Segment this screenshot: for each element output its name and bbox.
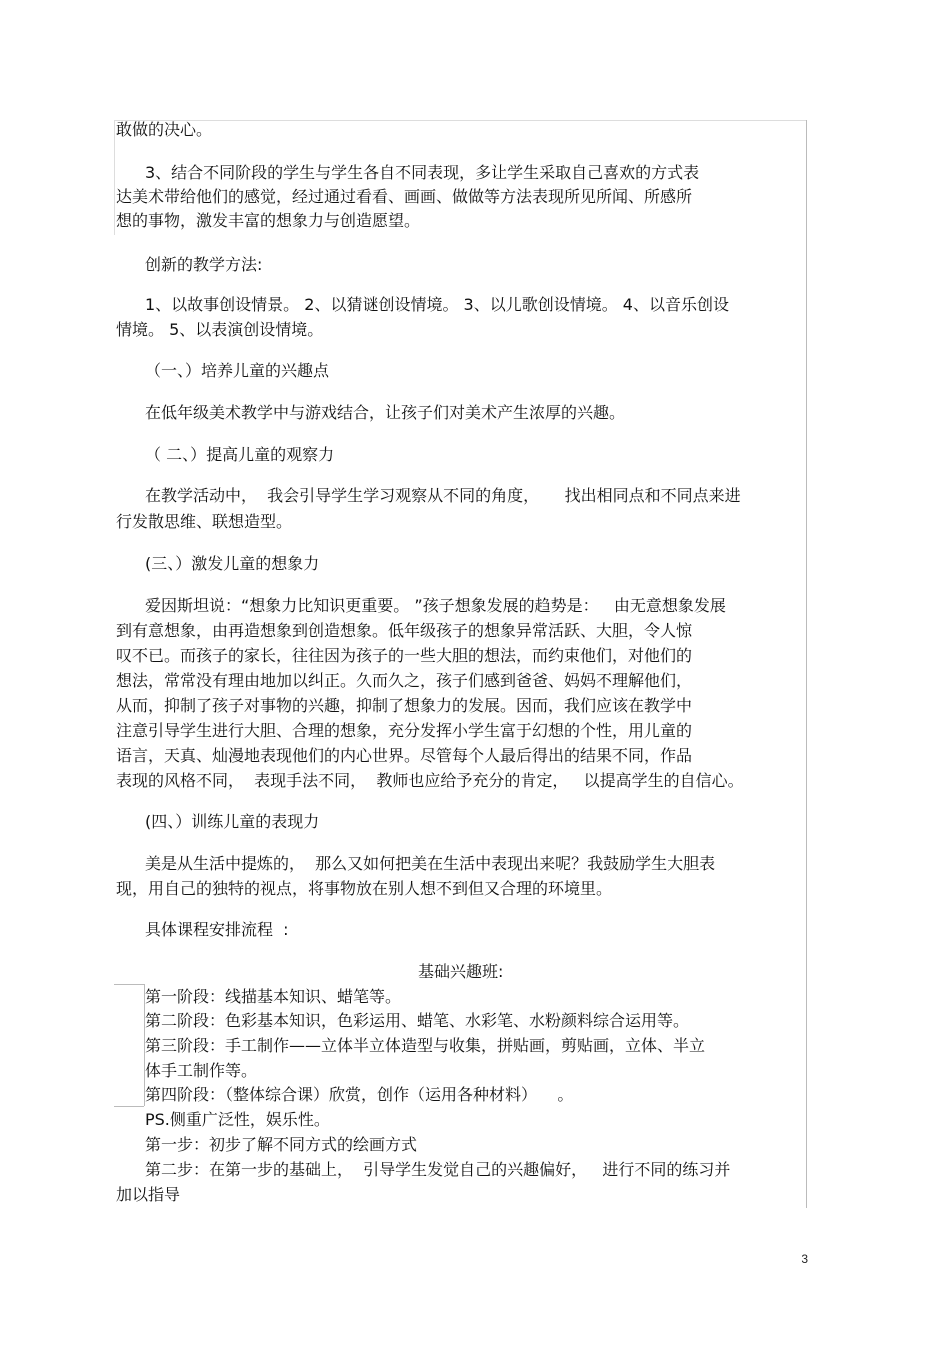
text-line: 语言，天真、灿漫地表现他们的内心世界。尽管每个人最后得出的结果不同，作品 <box>116 746 693 765</box>
section-heading: 具体课程安排流程 : <box>145 920 289 939</box>
table-border-right <box>806 120 807 1208</box>
text-line: 达美术带给他们的感觉，经过通过看看、画画、做做等方法表现所见所闻、所感所 <box>116 187 693 206</box>
text-line: 现，用自己的独特的视点，将事物放在别人想不到但又合理的环境里。 <box>116 879 613 898</box>
table-rule <box>114 1106 144 1107</box>
text-line: 叹不已。而孩子的家长，往往因为孩子的一些大胆的想法，而约束他们，对他们的 <box>116 646 693 665</box>
text-line: 在低年级美术教学中与游戏结合，让孩子们对美术产生浓厚的兴趣。 <box>145 403 626 422</box>
text-line: 注意引导学生进行大胆、合理的想象，充分发挥小学生富于幻想的个性，用儿童的 <box>116 721 693 740</box>
text-line: 在教学活动中， 我会引导学生学习观察从不同的角度， 找出相同点和不同点来进 <box>145 486 741 505</box>
step-line: 第二步：在第一步的基础上， 引导学生发觉自己的兴趣偏好， 进行不同的练习并 <box>145 1160 731 1179</box>
text-line: 行发散思维、联想造型。 <box>116 512 293 531</box>
text-line: 从而，抑制了孩子对事物的兴趣，抑制了想象力的发展。因而，我们应该在教学中 <box>116 696 693 715</box>
table-rule <box>114 984 144 985</box>
text-line: 到有意想象，由再造想象到创造想象。低年级孩子的想象异常活跃、大胆，令人惊 <box>116 621 693 640</box>
section-heading: (四、）训练儿童的表现力 <box>145 812 320 831</box>
text-line: 想法，常常没有理由地加以纠正。久而久之，孩子们感到爸爸、妈妈不理解他们， <box>116 671 693 690</box>
section-heading: （一、）培养儿童的兴趣点 <box>145 361 330 380</box>
text-line: 情境。 5、以表演创设情境。 <box>116 320 324 339</box>
stage-line: 第四阶段：（整体综合课）欣赏，创作（运用各种材料） 。 <box>145 1085 574 1104</box>
note-line: PS.侧重广泛性，娱乐性。 <box>145 1110 330 1129</box>
table-border-top <box>114 120 806 121</box>
stage-line: 第一阶段：线描基本知识、蜡笔等。 <box>145 987 402 1006</box>
section-heading: 创新的教学方法: <box>145 255 263 274</box>
text-line: 3、结合不同阶段的学生与学生各自不同表现，多让学生采取自己喜欢的方式表 <box>145 163 700 182</box>
page-number: 3 <box>801 1252 808 1266</box>
stage-line: 第三阶段：手工制作——立体半立体造型与收集，拼贴画，剪贴画，立体、半立 <box>145 1036 706 1055</box>
step-line: 第一步：初步了解不同方式的绘画方式 <box>145 1135 418 1154</box>
text-line: 爱因斯坦说：“想象力比知识更重要。 ”孩子想象发展的趋势是： 由无意想象发展 <box>145 596 726 615</box>
section-heading: （ 二、）提高儿童的观察力 <box>145 445 335 464</box>
text-line: 想的事物，激发丰富的想象力与创造愿望。 <box>116 211 421 230</box>
table-border-left <box>114 120 115 235</box>
text-line: 敢做的决心。 <box>116 120 213 139</box>
stage-line: 体手工制作等。 <box>145 1061 258 1080</box>
step-line: 加以指导 <box>116 1185 181 1204</box>
class-title: 基础兴趣班: <box>418 962 504 981</box>
text-line: 美是从生活中提炼的， 那么又如何把美在生活中表现出来呢？我鼓励学生大胆表 <box>145 854 716 873</box>
section-heading: (三、）激发儿童的想象力 <box>145 554 320 573</box>
stage-line: 第二阶段：色彩基本知识，色彩运用、蜡笔、水彩笔、水粉颜料综合运用等。 <box>145 1011 690 1030</box>
text-line: 表现的风格不同， 表现手法不同， 教师也应给予充分的肯定， 以提高学生的自信心。 <box>116 771 744 790</box>
text-line: 1、以故事创设情景。 2、以猜谜创设情境。 3、以儿歌创设情境。 4、以音乐创设 <box>145 295 729 314</box>
